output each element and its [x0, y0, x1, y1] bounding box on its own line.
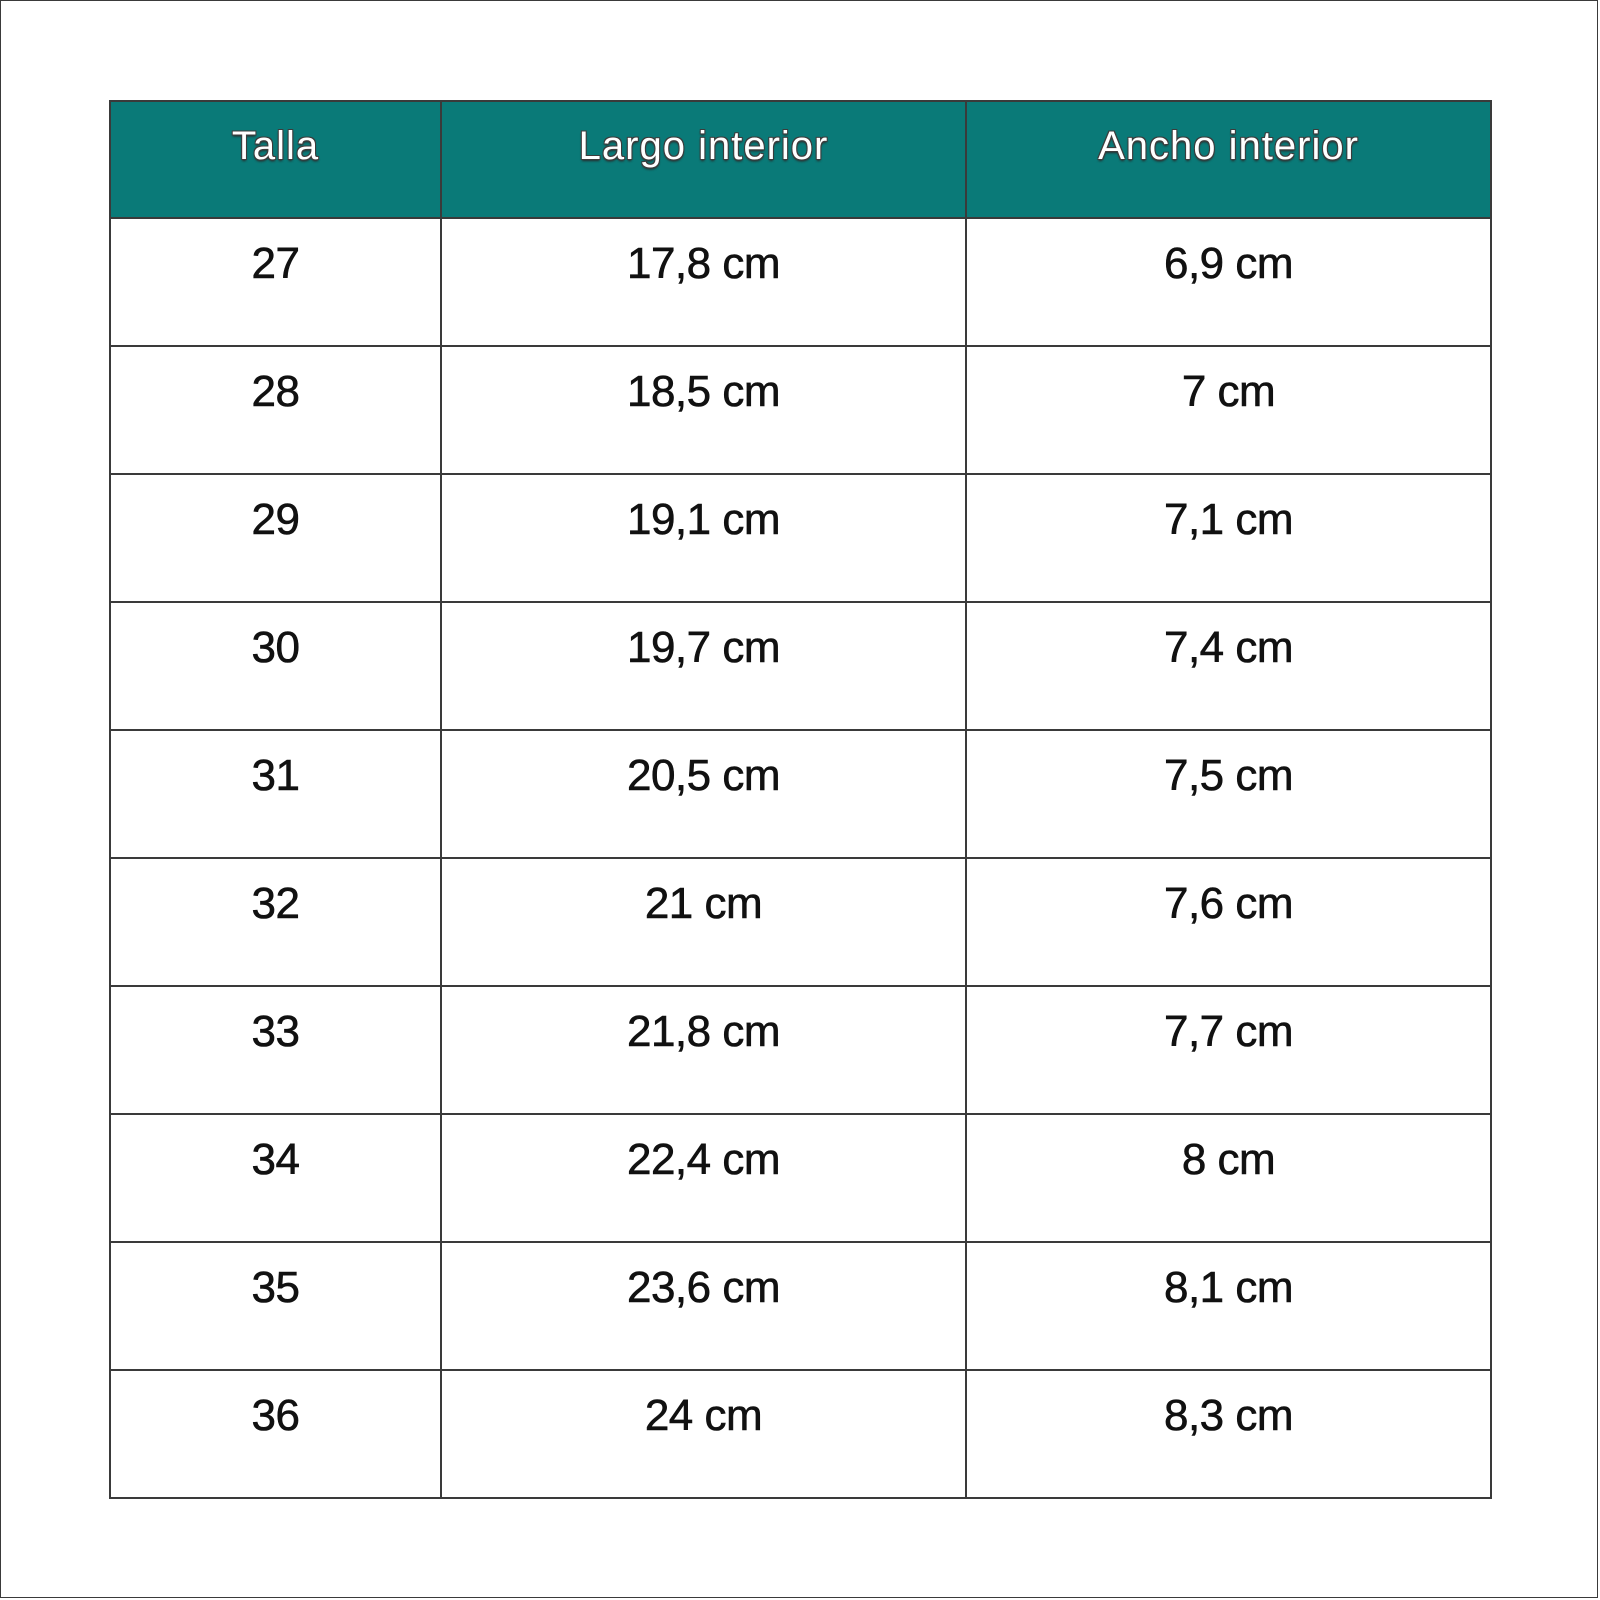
table-row — [110, 1370, 1491, 1498]
cell-ancho: 7,7 cm — [966, 986, 1491, 1114]
cell-ancho: 7,6 cm — [966, 858, 1491, 986]
header-talla: Talla — [110, 101, 441, 218]
header-row — [110, 101, 1491, 218]
size-chart-table — [109, 100, 1492, 1499]
cell-largo: 21 cm — [441, 858, 966, 986]
cell-ancho: 7,4 cm — [966, 602, 1491, 730]
cell-ancho: 8 cm — [966, 1114, 1491, 1242]
cell-largo: 20,5 cm — [441, 730, 966, 858]
cell-largo: 21,8 cm — [441, 986, 966, 1114]
table-row — [110, 602, 1491, 730]
cell-largo: 18,5 cm — [441, 346, 966, 474]
cell-largo: 23,6 cm — [441, 1242, 966, 1370]
header-largo-interior: Largo interior — [441, 101, 966, 218]
cell-talla: 36 — [110, 1370, 441, 1498]
cell-talla: 34 — [110, 1114, 441, 1242]
table-row — [110, 346, 1491, 474]
cell-ancho: 8,1 cm — [966, 1242, 1491, 1370]
cell-ancho: 8,3 cm — [966, 1370, 1491, 1498]
table-row — [110, 730, 1491, 858]
cell-largo: 19,7 cm — [441, 602, 966, 730]
cell-talla: 32 — [110, 858, 441, 986]
cell-largo: 17,8 cm — [441, 218, 966, 346]
cell-talla: 28 — [110, 346, 441, 474]
table-row — [110, 986, 1491, 1114]
table-header — [110, 101, 1491, 218]
table-body — [110, 218, 1491, 1498]
cell-ancho: 7,5 cm — [966, 730, 1491, 858]
table-row — [110, 1242, 1491, 1370]
cell-largo: 22,4 cm — [441, 1114, 966, 1242]
cell-talla: 30 — [110, 602, 441, 730]
cell-largo: 24 cm — [441, 1370, 966, 1498]
table-row — [110, 218, 1491, 346]
cell-ancho: 7 cm — [966, 346, 1491, 474]
table-row — [110, 858, 1491, 986]
header-ancho-interior: Ancho interior — [966, 101, 1491, 218]
cell-ancho: 7,1 cm — [966, 474, 1491, 602]
table-row — [110, 474, 1491, 602]
cell-talla: 29 — [110, 474, 441, 602]
cell-talla: 33 — [110, 986, 441, 1114]
table-row — [110, 1114, 1491, 1242]
cell-ancho: 6,9 cm — [966, 218, 1491, 346]
cell-largo: 19,1 cm — [441, 474, 966, 602]
cell-talla: 27 — [110, 218, 441, 346]
cell-talla: 31 — [110, 730, 441, 858]
cell-talla: 35 — [110, 1242, 441, 1370]
